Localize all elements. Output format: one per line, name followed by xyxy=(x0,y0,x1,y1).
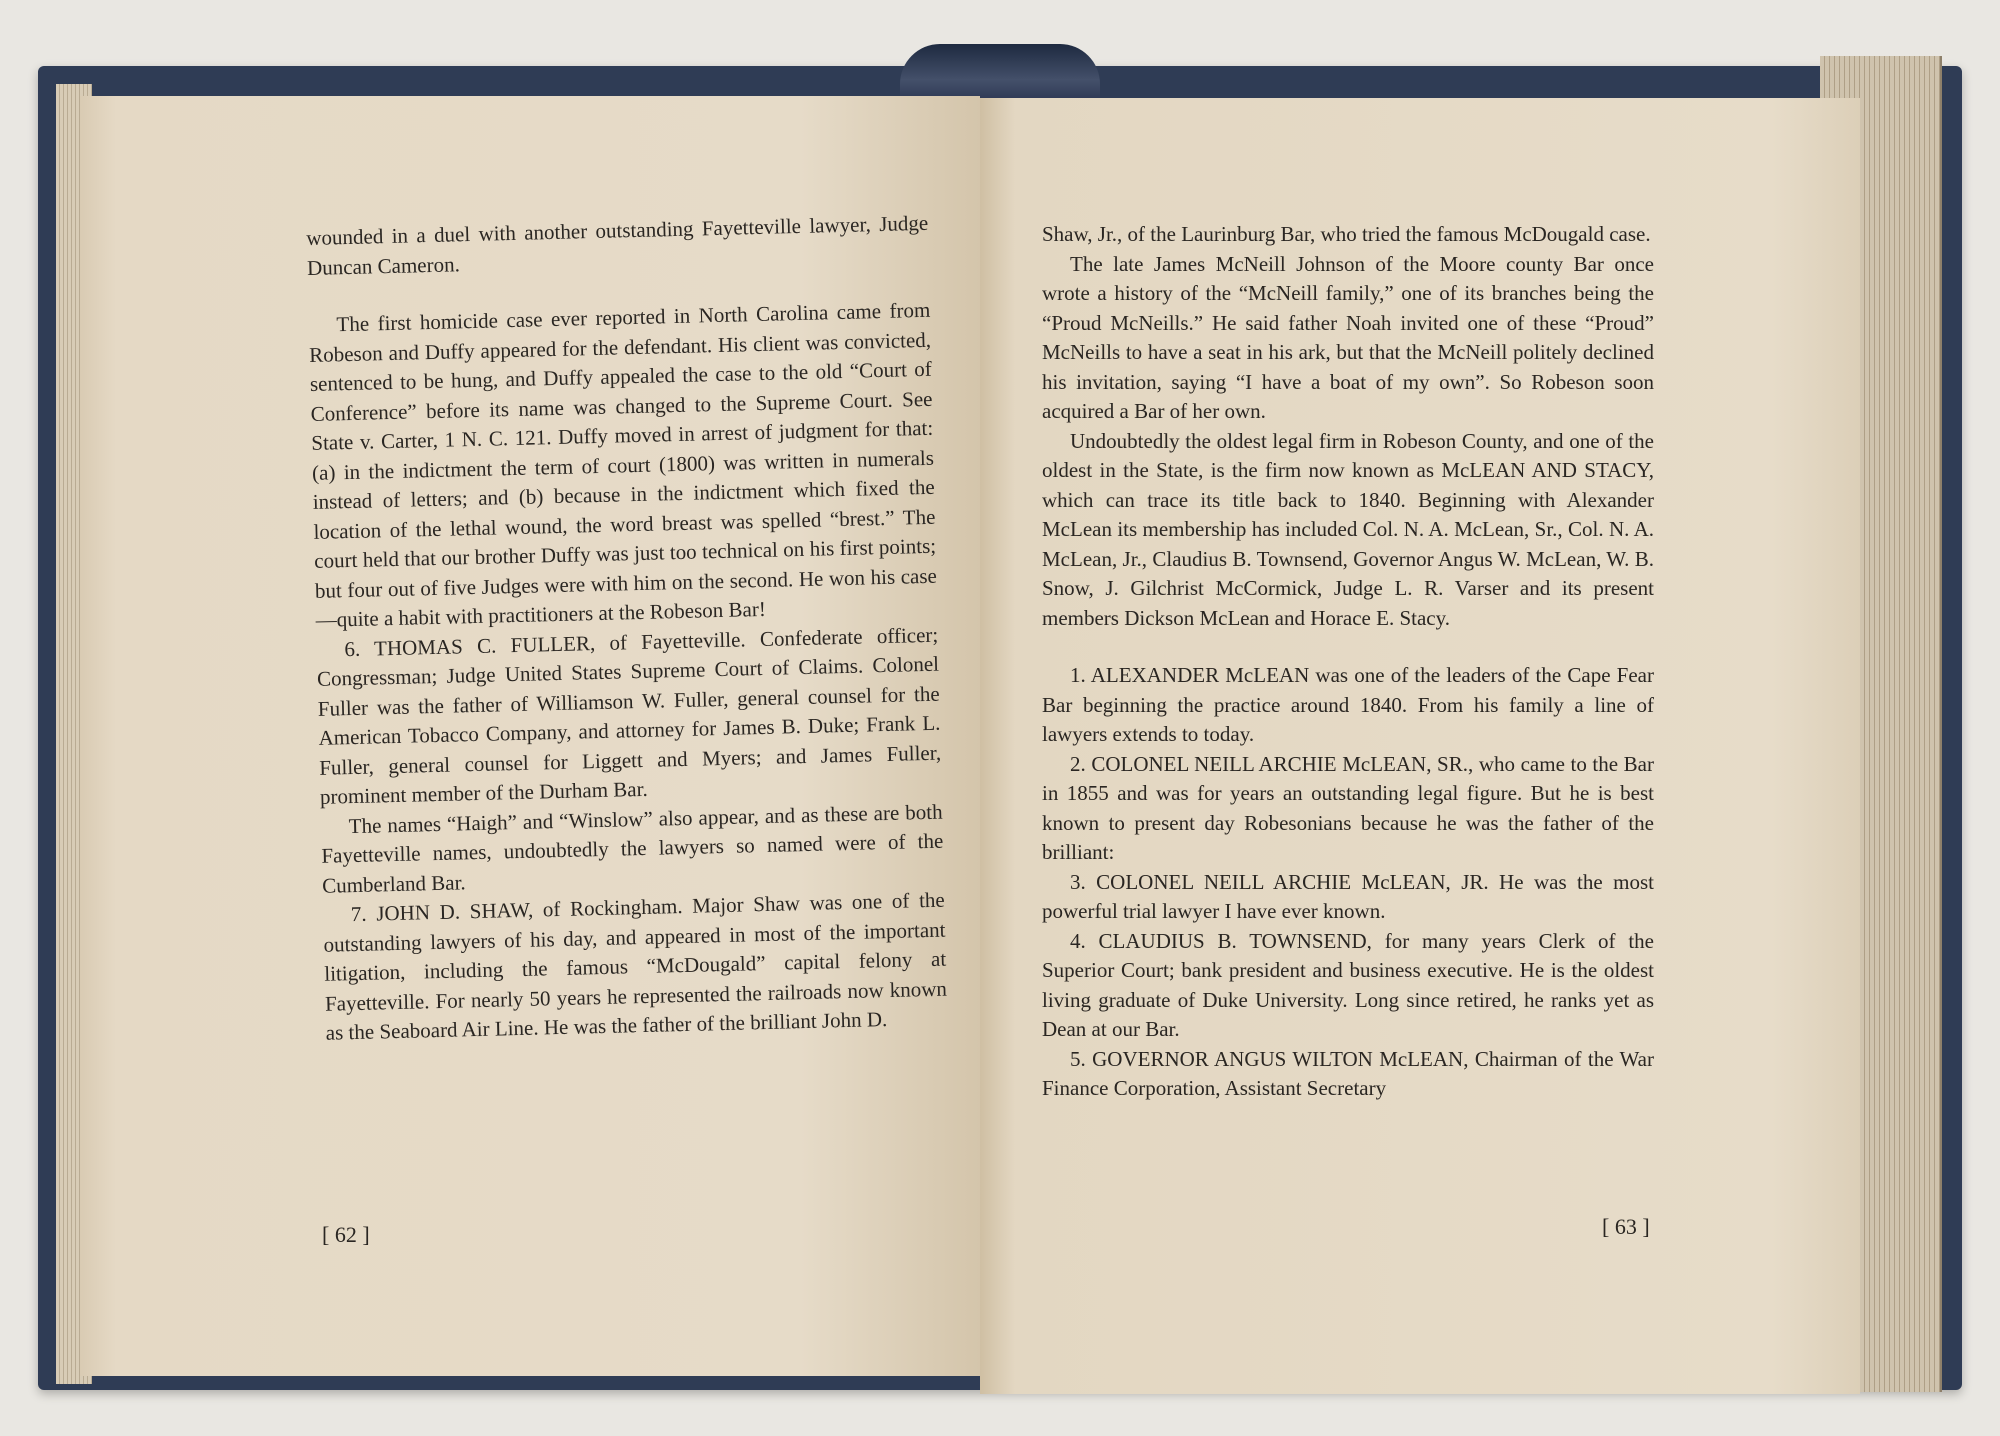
right-page-text xyxy=(1042,220,1654,1104)
right-paragraph-2: The late James McNeill Johnson of the Moore county Bar once wrote a history of the “McNeill family,” one of its branches being the “Proud McNeills.” He said father Noah invited one of these “Proud” McNeills to have a seat in his ark, but that the McNeill politely declined his invitation, saying “I have a boat of my own”. So Robeson soon acquired a Bar of her own. xyxy=(1042,251,1654,423)
left-paragraph-4: The names “Haigh” and “Winslow” also appear, and as these are both Fayetteville names, undoubtedly the lawyers so named were of the Cumberland Bar. xyxy=(321,799,944,898)
left-paragraph-1: wounded in a duel with another outstanding Fayetteville lawyer, Judge Duncan Cameron. xyxy=(306,210,929,280)
right-paragraph-7: 4. CLAUDIUS B. TOWNSEND, for many years Clerk of the Superior Court; bank president and business executive. He is the oldest living graduate of Duke University. Long since retired, he ranks yet as Dean at our Bar. xyxy=(1042,928,1654,1041)
right-paragraph-4: 1. ALEXANDER McLEAN was one of the leaders of the Cape Fear Bar beginning the practice around 1840. From his family a line of lawyers extends to today. xyxy=(1042,663,1654,746)
right-paragraph-6: 3. COLONEL NEILL ARCHIE McLEAN, JR. He was the most powerful trial lawyer I have ever known. xyxy=(1042,869,1654,923)
page-number-left: [ 62 ] xyxy=(322,1222,370,1247)
left-paragraph-2: The first homicide case ever reported in North Carolina came from Robeson and Duffy appeared for the defendant. His client was convicted, sentenced to be hung, and Duffy appealed the case to the old “Court of Conference” before its name was changed to the Supreme Court. See State v. Carter, 1 N. C. 121. Duffy moved in arrest of judgment for that: (a) in the indictment the term of court (1800) was written in numerals instead of letters; and (b) because in the indictment which fixed the location of the lethal wound, the word breast was spelled “brest.” The court held that our brother Duffy was just too technical on his first points; but four out of five Judges were with him on the second. He won his case—quite a habit with practitioners at the Robeson Bar! xyxy=(308,297,938,632)
right-paragraph-1: Shaw, Jr., of the Laurinburg Bar, who tried the famous McDougald case. xyxy=(1042,222,1651,246)
page-number-right: [ 63 ] xyxy=(1602,1214,1650,1239)
right-paragraph-5: 2. COLONEL NEILL ARCHIE McLEAN, SR., who came to the Bar in 1855 and was for years an outstanding legal figure. But he is best known to present day Robesonians because he was the father of the brilliant: xyxy=(1042,751,1654,864)
left-paragraph-3: 6. THOMAS C. FULLER, of Fayetteville. Confederate officer; Congressman; Judge United States Supreme Court of Claims. Colonel Fuller was the father of Williamson W. Fuller, general counsel for the American Tobacco Company, and attorney for James B. Duke; Frank L. Fuller, general counsel for Liggett and Myers; and James Fuller, prominent member of the Durham Bar. xyxy=(316,622,942,809)
left-paragraph-5: 7. JOHN D. SHAW, of Rockingham. Major Shaw was one of the outstanding lawyers of his day, and appeared in most of the important litigation, including the famous “McDougald” capital felony at Fayetteville. For nearly 50 years he represented the railroads now known as the Seaboard Air Line. He was the father of the brilliant John D. xyxy=(323,887,948,1045)
right-paragraph-3: Undoubtedly the oldest legal firm in Robeson County, and one of the oldest in the State, is the firm now known as McLEAN AND STACY, which can trace its title back to 1840. Beginning with Alexander McLean its membership has included Col. N. A. McLean, Sr., Col. N. A. McLean, Jr., Claudius B. Townsend, Governor Angus W. McLean, W. B. Snow, J. Gilchrist McCormick, Judge L. R. Varser and its present members Dickson McLean and Horace E. Stacy. xyxy=(1042,428,1654,630)
right-paragraph-8: 5. GOVERNOR ANGUS WILTON McLEAN, Chairman of the War Finance Corporation, Assistant Secretary xyxy=(1042,1046,1654,1100)
book-spine xyxy=(900,44,1100,104)
left-page-text xyxy=(306,209,948,1048)
